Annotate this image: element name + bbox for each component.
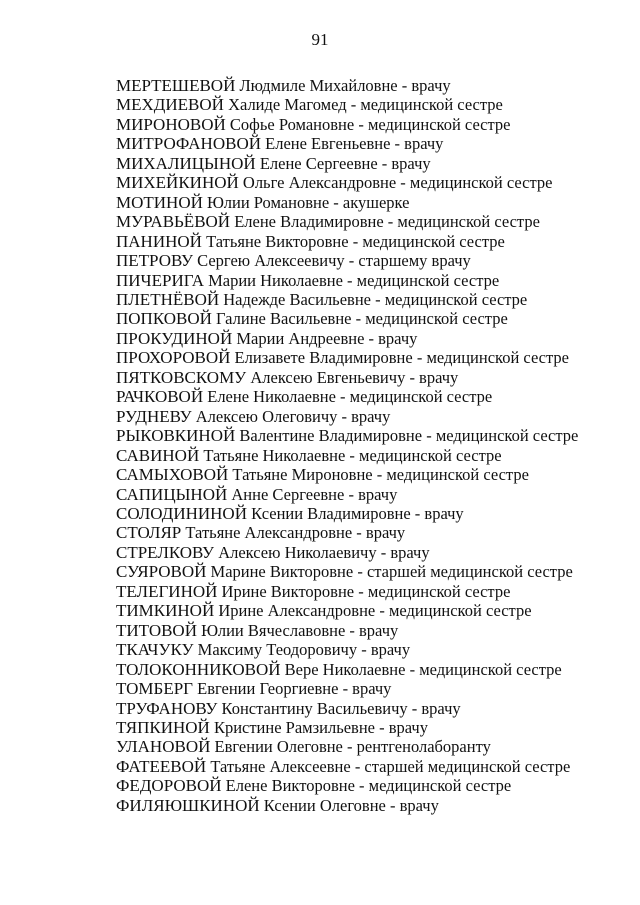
entry-surname: РАЧКОВОЙ (116, 387, 204, 407)
entry-surname: ПОПКОВОЙ (116, 309, 212, 329)
entry-name-and-position: Татьяне Викторовне - медицинской сестре (206, 231, 505, 251)
entry-surname: САПИЦЫНОЙ (116, 484, 228, 504)
entry-surname: МИРОНОВОЙ (116, 114, 226, 134)
entry-surname: ПЛЕТНЁВОЙ (116, 289, 220, 309)
list-item (116, 407, 578, 426)
entry-surname: МИХАЛИЦЫНОЙ (116, 153, 256, 173)
entry-name-and-position: Евгении Георгиевне - врачу (197, 679, 392, 699)
entry-name-and-position: Елизавете Владимировне - медицинской сестре (234, 348, 569, 368)
list-item (116, 426, 578, 445)
entry-name-and-position: Софье Романовне - медицинской сестре (229, 114, 511, 134)
list-item (116, 485, 578, 504)
entry-surname: МОТИНОЙ (116, 192, 203, 212)
entry-name-and-position: Алексею Евгеньевичу - врачу (250, 367, 459, 387)
entry-surname: ТЕЛЕГИНОЙ (116, 581, 218, 601)
entry-name-and-position: Юлии Романовне - акушерке (207, 192, 410, 212)
entry-name-and-position: Татьяне Николаевне - медицинской сестре (203, 445, 502, 465)
entry-name-and-position: Елене Евгеньевне - врачу (265, 134, 444, 154)
entry-name-and-position: Марии Андреевне - врачу (236, 328, 418, 348)
list-item (116, 523, 578, 542)
list-item (116, 699, 578, 718)
entry-name-and-position: Кристине Рамзильевне - врачу (213, 717, 428, 737)
entry-surname: РУДНЕВУ (116, 406, 192, 426)
list-item (116, 76, 578, 95)
list-item (116, 718, 578, 737)
list-item (116, 212, 578, 231)
list-item (116, 329, 578, 348)
entry-name-and-position: Марине Викторовне - старшей медицинской сестре (210, 562, 573, 582)
entry-surname: УЛАНОВОЙ (116, 737, 211, 757)
entry-name-and-position: Алексею Николаевичу - врачу (218, 542, 430, 562)
list-item (116, 543, 578, 562)
page-number: 91 (311, 30, 329, 49)
list-item (116, 309, 578, 328)
entry-name-and-position: Ирине Викторовне - медицинской сестре (221, 581, 511, 601)
entry-surname: ТОЛОКОННИКОВОЙ (116, 659, 281, 679)
list-item (116, 290, 578, 309)
entry-name-and-position: Алексею Олеговичу - врачу (195, 406, 391, 426)
entry-surname: МУРАВЬЁВОЙ (116, 212, 231, 232)
entry-name-and-position: Ольге Александровне - медицинской сестре (242, 173, 553, 193)
entry-surname: ТРУФАНОВУ (116, 698, 218, 718)
entry-surname: ТЯПКИНОЙ (116, 717, 210, 737)
list-item (116, 387, 578, 406)
list-item (116, 504, 578, 523)
entry-name-and-position: Елене Сергеевне - врачу (259, 153, 431, 173)
entry-surname: ТОМБЕРГ (116, 679, 193, 699)
entry-name-and-position: Татьяне Алексеевне - старшей медицинской сестре (210, 756, 571, 776)
entry-surname: ФЕДОРОВОЙ (116, 776, 222, 796)
list-item (116, 115, 578, 134)
entry-surname: ФИЛЯЮШКИНОЙ (116, 795, 260, 815)
entry-name-and-position: Максиму Теодоровичу - врачу (197, 640, 411, 660)
list-item (116, 737, 578, 756)
list-item (116, 348, 578, 367)
list-item (116, 154, 578, 173)
list-item (116, 601, 578, 620)
entry-surname: СОЛОДИНИНОЙ (116, 503, 247, 523)
entry-name-and-position: Ирине Александровне - медицинской сестре (218, 601, 532, 621)
entry-surname: ПИЧЕРИГА (116, 270, 204, 290)
list-item (116, 796, 578, 815)
entry-name-and-position: Ксении Олеговне - врачу (263, 795, 439, 815)
entry-name-and-position: Вере Николаевне - медицинской сестре (284, 659, 562, 679)
entry-surname: МИТРОФАНОВОЙ (116, 134, 262, 154)
list-item (116, 173, 578, 192)
list-item (116, 232, 578, 251)
entry-name-and-position: Анне Сергеевне - врачу (231, 484, 398, 504)
entry-surname: ТИМКИНОЙ (116, 601, 215, 621)
entry-surname: ПЯТКОВСКОМУ (116, 367, 247, 387)
entry-surname: МЕРТЕШЕВОЙ (116, 76, 236, 95)
entry-name-and-position: Елене Викторовне - медицинской сестре (225, 776, 512, 796)
entry-surname: ПРОХОРОВОЙ (116, 348, 231, 368)
entry-surname: ПЕТРОВУ (116, 251, 193, 271)
entry-name-and-position: Марии Николаевне - медицинской сестре (208, 270, 500, 290)
list-item (116, 368, 578, 387)
entry-name-and-position: Юлии Вячеславовне - врачу (201, 620, 399, 640)
entry-name-and-position: Елене Николаевне - медицинской сестре (207, 387, 493, 407)
list-item (116, 757, 578, 776)
entry-surname: СТОЛЯР (116, 523, 182, 543)
entry-surname: МЕХДИЕВОЙ (116, 95, 224, 115)
entry-surname: ФАТЕЕВОЙ (116, 756, 207, 776)
entry-name-and-position: Надежде Васильевне - медицинской сестре (223, 289, 528, 309)
list-item (116, 776, 578, 795)
list-item (116, 582, 578, 601)
entry-name-and-position: Галине Васильевне - медицинской сестре (216, 309, 508, 329)
entry-surname: СУЯРОВОЙ (116, 562, 207, 582)
entry-surname: ПАНИНОЙ (116, 231, 202, 251)
award-list (116, 76, 578, 815)
list-item (116, 271, 578, 290)
entry-surname: СТРЕЛКОВУ (116, 542, 215, 562)
entry-surname: ТИТОВОЙ (116, 620, 197, 640)
entry-name-and-position: Татьяне Александровне - врачу (185, 523, 406, 543)
list-item (116, 562, 578, 581)
entry-name-and-position: Халиде Магомед - медицинской сестре (228, 95, 503, 115)
entry-surname: ПРОКУДИНОЙ (116, 328, 233, 348)
entry-name-and-position: Татьяне Мироновне - медицинской сестре (232, 465, 529, 485)
list-item (116, 193, 578, 212)
list-item (116, 446, 578, 465)
entry-name-and-position: Елене Владимировне - медицинской сестре (234, 212, 540, 232)
entry-surname: МИХЕЙКИНОЙ (116, 173, 239, 193)
entry-name-and-position: Константину Васильевичу - врачу (221, 698, 461, 718)
entry-name-and-position: Людмиле Михайловне - врачу (239, 76, 451, 95)
entry-surname: РЫКОВКИНОЙ (116, 426, 236, 446)
entry-surname: САВИНОЙ (116, 445, 200, 465)
list-item (116, 640, 578, 659)
list-item (116, 465, 578, 484)
list-item (116, 660, 578, 679)
entry-name-and-position: Сергею Алексеевичу - старшему врачу (197, 251, 471, 271)
list-item (116, 251, 578, 270)
entry-surname: ТКАЧУКУ (116, 640, 194, 660)
entry-name-and-position: Ксении Владимировне - врачу (251, 503, 464, 523)
list-item (116, 679, 578, 698)
entry-surname: САМЫХОВОЙ (116, 465, 229, 485)
entry-name-and-position: Валентине Владимировне - медицинской сестре (239, 426, 579, 446)
list-item (116, 621, 578, 640)
list-item (116, 95, 578, 114)
entry-name-and-position: Евгении Олеговне - рентгенолаборанту (214, 737, 491, 757)
list-item (116, 134, 578, 153)
